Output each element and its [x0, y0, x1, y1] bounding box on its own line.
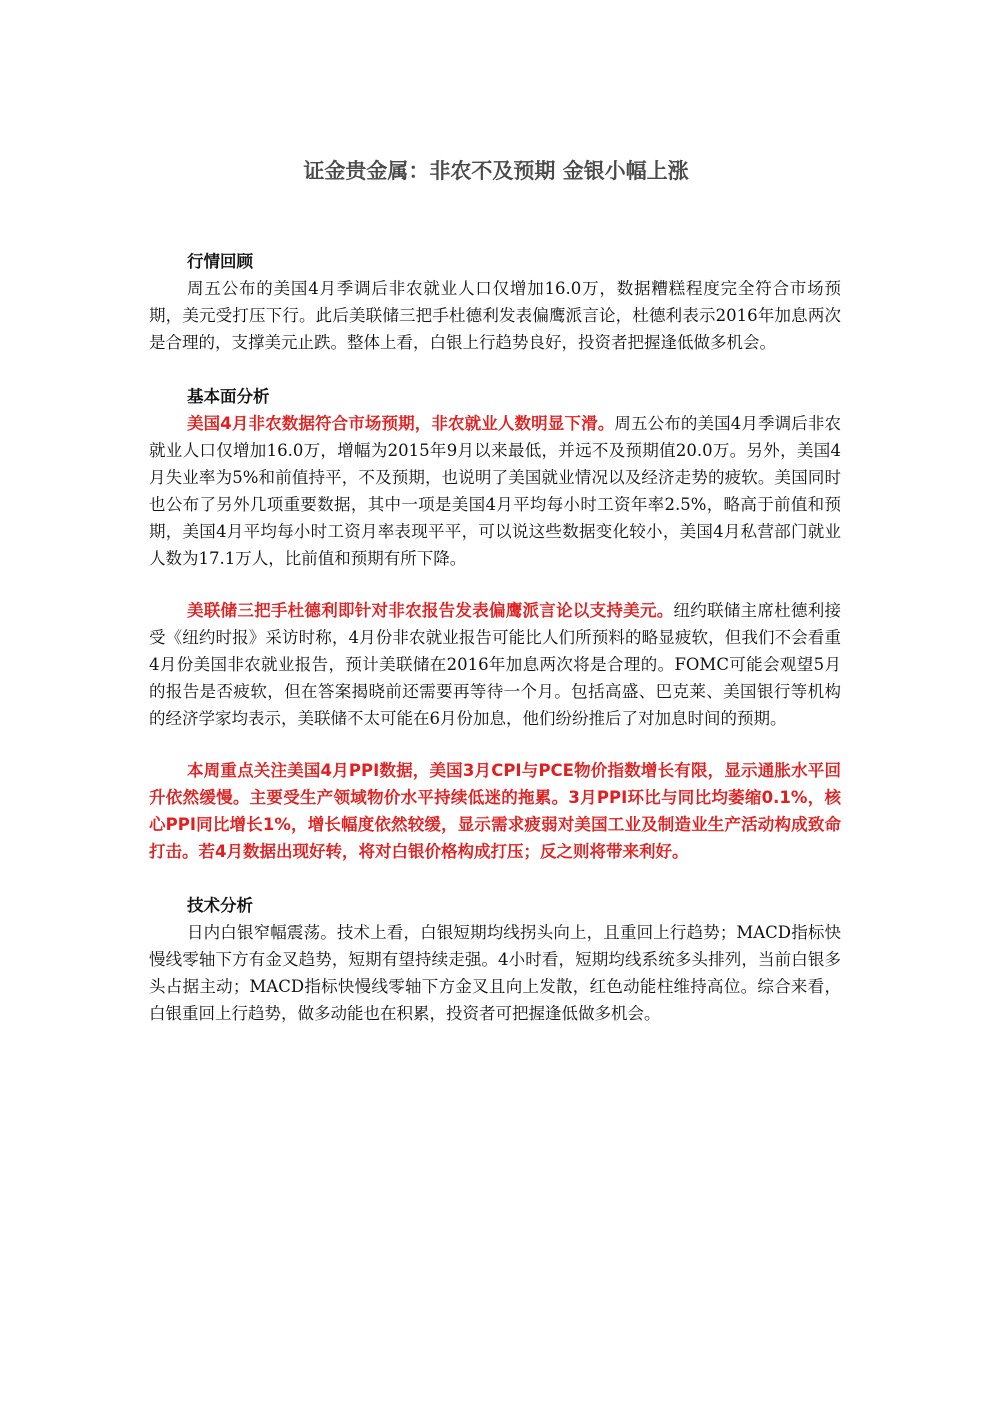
section-heading-technical: 技术分析	[187, 896, 253, 915]
fundamentals-p2-lead: 美联储三把手杜德利即针对非农报告发表偏鹰派言论以支持美元。	[187, 601, 674, 620]
document-body	[149, 248, 841, 1027]
section-fundamentals	[149, 383, 841, 865]
fundamentals-p1-body: 周五公布的美国4月季调后非农就业人口仅增加16.0万，增幅为2015年9月以来最低，并远不及预期值20.0万。另外，美国4月失业率为5%和前值持平，不及预期，也说明了美国就业情况以及经济走势的疲软。美国同时也公布了另外几项重要数据，其中一项是美国4月平均每小时工资年率2.5%，略高于前值和预期，美国4月平均每小时工资月率表现平平，可以说这些数据变化较小，美国4月私营部门就业人数为17.1万人，比前值和预期有所下降。	[149, 414, 841, 568]
fundamentals-paragraph-2	[149, 597, 841, 732]
technical-paragraph: 日内白银窄幅震荡。技术上看，白银短期均线拐头向上，且重回上行趋势；MACD指标快慢线零轴下方有金叉趋势，短期有望持续走强。4小时看，短期均线系统多头排列，当前白银多头占据主动；MACD指标快慢线零轴下方金叉且向上发散，红色动能柱维持高位。综合来看，白银重回上行趋势，做多动能也在积累，投资者可把握逢低做多机会。	[149, 923, 841, 1023]
spacer	[149, 572, 841, 597]
section-heading-fundamentals: 基本面分析	[187, 387, 270, 406]
spacer	[149, 865, 841, 892]
market-review-paragraph: 周五公布的美国4月季调后非农就业人口仅增加16.0万，数据糟糕程度完全符合市场预期，美元受打压下行。此后美联储三把手杜德利发表偏鹰派言论，杜德利表示2016年加息两次是合理的，支撑美元止跌。整体上看，白银上行趋势良好，投资者把握逢低做多机会。	[149, 279, 841, 352]
fundamentals-paragraph-1	[149, 410, 841, 572]
document-title: 证金贵金属：非农不及预期 金银小幅上涨	[303, 159, 689, 183]
fundamentals-paragraph-3: 本周重点关注美国4月PPI数据，美国3月CPI与PCE物价指数增长有限，显示通胀水平回升依然缓慢。主要受生产领域物价水平持续低迷的拖累。3月PPI环比与同比均萎缩0.1%，核心PPI同比增长1%，增长幅度依然较缓，显示需求疲弱对美国工业及制造业生产活动构成致命打击。若4月数据出现好转，将对白银价格构成打压；反之则将带来利好。	[149, 761, 841, 861]
section-heading-market-review: 行情回顾	[187, 252, 253, 271]
fundamentals-p2-body: 纽约联储主席杜德利接受《纽约时报》采访时称，4月份非农就业报告可能比人们所预料的略显疲软，但我们不会看重4月份美国非农就业报告，预计美联储在2016年加息两次将是合理的。FOMC可能会观望5月的报告是否疲软，但在答案揭晓前还需要再等待一个月。包括高盛、巴克莱、美国银行等机构的经济学家均表示，美联储不太可能在6月份加息，他们纷纷推后了对加息时间的预期。	[149, 601, 842, 728]
fundamentals-p1-lead: 美国4月非农数据符合市场预期，非农就业人数明显下滑。	[187, 414, 615, 433]
spacer	[149, 356, 841, 383]
section-market-review	[149, 248, 841, 356]
spacer	[149, 732, 841, 757]
section-technical	[149, 892, 841, 1027]
